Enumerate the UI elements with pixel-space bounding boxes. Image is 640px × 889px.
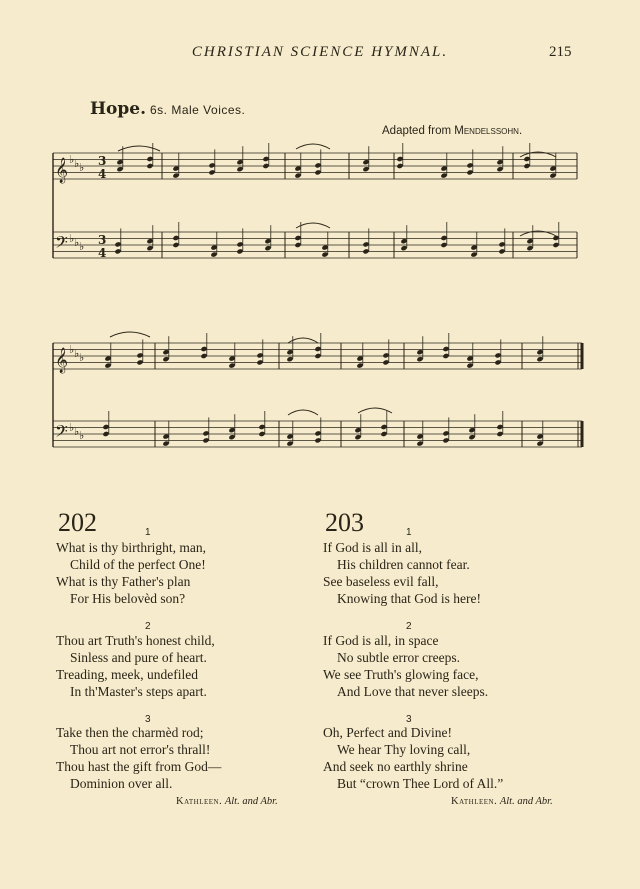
hymn-credit bbox=[451, 796, 553, 807]
verse-number: 3 bbox=[406, 714, 412, 725]
credit-author: Kathleen. bbox=[176, 796, 223, 807]
verse-line: What is thy birthright, man, bbox=[56, 540, 206, 555]
slur bbox=[296, 144, 330, 149]
verse-line: But “crown Thee Lord of All.” bbox=[337, 776, 504, 791]
slur bbox=[288, 410, 318, 415]
hymn-credit bbox=[176, 796, 278, 807]
verse-number: 3 bbox=[145, 714, 151, 725]
verse-number: 1 bbox=[406, 527, 412, 538]
flat-sign-icon: ♭ bbox=[69, 343, 75, 356]
time-signature-top: 3 bbox=[98, 154, 107, 168]
verse-number: 2 bbox=[406, 621, 412, 632]
attribution-composer: Mendelssohn. bbox=[454, 125, 523, 137]
verse-line: If God is all in all, bbox=[323, 540, 422, 555]
credit-note: Alt. and Abr. bbox=[499, 796, 553, 807]
hymn-number-203: 203 bbox=[325, 508, 364, 537]
verse-line: Oh, Perfect and Divine! bbox=[323, 725, 452, 740]
verse-line: Thou art Truth's honest child, bbox=[56, 633, 215, 648]
flat-sign-icon: ♭ bbox=[74, 425, 80, 438]
flat-sign-icon: ♭ bbox=[79, 240, 85, 253]
verse-line: His children cannot fear. bbox=[337, 557, 470, 572]
attribution-prefix: Adapted from bbox=[382, 125, 452, 137]
credit-note: Alt. and Abr. bbox=[224, 796, 278, 807]
flat-sign-icon: ♭ bbox=[79, 161, 85, 174]
verse-number: 2 bbox=[145, 621, 151, 632]
verse-line: Thou art not error's thrall! bbox=[70, 742, 211, 757]
tune-meter: 6s. Male Voices. bbox=[150, 103, 246, 117]
verse-line: Thou hast the gift from God— bbox=[56, 759, 222, 774]
verse-line: We see Truth's glowing face, bbox=[323, 667, 479, 682]
verse-line: No subtle error creeps. bbox=[337, 650, 460, 665]
credit-author: Kathleen. bbox=[451, 796, 498, 807]
time-signature-bottom: 4 bbox=[98, 167, 107, 181]
verse-number: 1 bbox=[145, 527, 151, 538]
verse-line: See baseless evil fall, bbox=[323, 574, 439, 589]
slur bbox=[118, 146, 160, 151]
flat-sign-icon: ♭ bbox=[74, 236, 80, 249]
hymn-number-202: 202 bbox=[58, 508, 97, 537]
page-number: 215 bbox=[549, 44, 572, 60]
treble-clef-icon: 𝄞 bbox=[55, 158, 69, 183]
flat-sign-icon: ♭ bbox=[74, 347, 80, 360]
verse-line: What is thy Father's plan bbox=[56, 574, 191, 589]
running-title: CHRISTIAN SCIENCE HYMNAL. bbox=[191, 44, 449, 60]
verse-line: Sinless and pure of heart. bbox=[70, 650, 207, 665]
verse-line: In th'Master's steps apart. bbox=[70, 684, 207, 699]
bass-clef-icon: 𝄢 bbox=[55, 421, 68, 445]
time-signature-top: 3 bbox=[98, 233, 107, 247]
verse-line: For His belovèd son? bbox=[70, 591, 186, 606]
flat-sign-icon: ♭ bbox=[79, 351, 85, 364]
flat-sign-icon: ♭ bbox=[74, 157, 80, 170]
treble-clef-icon: 𝄞 bbox=[55, 348, 69, 373]
flat-sign-icon: ♭ bbox=[79, 429, 85, 442]
flat-sign-icon: ♭ bbox=[69, 153, 75, 166]
tune-name: Hope. bbox=[90, 99, 147, 119]
verse-line: Take then the charmèd rod; bbox=[56, 725, 204, 740]
verse-line: Knowing that God is here! bbox=[337, 591, 481, 606]
verse-line: If God is all, in space bbox=[323, 633, 439, 648]
slur bbox=[110, 332, 150, 337]
verse-line: Dominion over all. bbox=[70, 776, 173, 791]
verse-line: And Love that never sleeps. bbox=[337, 684, 489, 699]
verse-line: Child of the perfect One! bbox=[70, 557, 206, 572]
verse-line: We hear Thy loving call, bbox=[337, 742, 471, 757]
time-signature-bottom: 4 bbox=[98, 246, 107, 260]
flat-sign-icon: ♭ bbox=[69, 421, 75, 434]
bass-clef-icon: 𝄢 bbox=[55, 232, 68, 256]
verse-line: And seek no earthly shrine bbox=[323, 759, 468, 774]
flat-sign-icon: ♭ bbox=[69, 232, 75, 245]
verse-line: Treading, meek, undefiled bbox=[56, 667, 198, 682]
